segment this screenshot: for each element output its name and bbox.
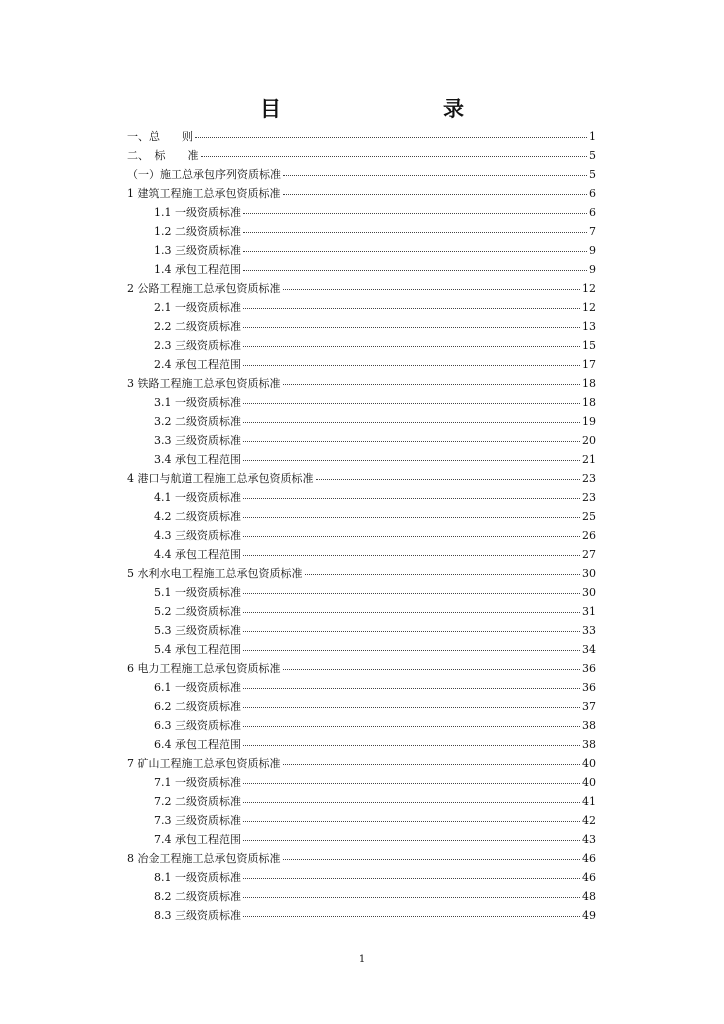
toc-entry-label: 2.4 承包工程范围 [154,358,241,371]
toc-entry-label: 3.3 三级资质标准 [154,434,241,447]
toc-entry[interactable] [127,203,596,222]
toc-entry[interactable] [127,412,596,431]
toc-entry-label: 7.3 三级资质标准 [154,814,241,827]
toc-entry-label: 2 公路工程施工总承包资质标准 [127,282,281,295]
toc-leader-dots [243,327,580,328]
toc-entry[interactable] [127,735,596,754]
toc-leader-dots [243,745,580,746]
toc-entry[interactable] [127,526,596,545]
toc-entry-label: 3.4 承包工程范围 [154,453,241,466]
toc-entry-page: 20 [582,434,596,447]
toc-leader-dots [243,441,580,442]
toc-entry-page: 12 [582,301,596,314]
toc-entry[interactable] [127,773,596,792]
toc-entry-page: 38 [582,719,596,732]
toc-entry[interactable] [127,640,596,659]
toc-entry-page: 30 [582,586,596,599]
toc-entry-label: 一、总 则 [127,130,193,143]
toc-entry-label: 8.2 二级资质标准 [154,890,241,903]
toc-entry[interactable] [127,697,596,716]
toc-leader-dots [283,764,581,765]
toc-entry-page: 40 [582,776,596,789]
toc-leader-dots [283,859,581,860]
toc-leader-dots [243,802,580,803]
toc-entry-label: 7.4 承包工程范围 [154,833,241,846]
toc-entry[interactable] [127,393,596,412]
toc-entry[interactable] [127,678,596,697]
toc-entry-label: 7.1 一级资质标准 [154,776,241,789]
toc-entry-page: 6 [589,206,596,219]
toc-entry-page: 1 [589,130,596,143]
toc-entry[interactable] [127,431,596,450]
toc-entry-label: 1 建筑工程施工总承包资质标准 [127,187,281,200]
toc-leader-dots [243,403,580,404]
toc-entry-page: 6 [589,187,596,200]
toc-leader-dots [201,156,588,157]
toc-entry[interactable] [127,184,596,203]
toc-entry-page: 33 [582,624,596,637]
toc-entry-page: 30 [582,567,596,580]
toc-entry-page: 19 [582,415,596,428]
toc-leader-dots [243,783,580,784]
toc-entry[interactable] [127,716,596,735]
toc-leader-dots [283,289,581,290]
toc-entry-page: 25 [582,510,596,523]
toc-leader-dots [243,593,580,594]
toc-entry-page: 13 [582,320,596,333]
toc-entry-page: 43 [582,833,596,846]
toc-leader-dots [243,821,580,822]
toc-entry-label: 6.1 一级资质标准 [154,681,241,694]
toc-entry-page: 26 [582,529,596,542]
toc-entry[interactable] [127,279,596,298]
toc-entry-page: 40 [582,757,596,770]
toc-leader-dots [243,707,580,708]
toc-leader-dots [316,479,581,480]
toc-entry[interactable] [127,488,596,507]
toc-entry-label: 4.4 承包工程范围 [154,548,241,561]
toc-entry[interactable] [127,602,596,621]
toc-entry-page: 17 [582,358,596,371]
toc-entry-label: 7.2 二级资质标准 [154,795,241,808]
toc-leader-dots [243,631,580,632]
toc-entry-label: 1.2 二级资质标准 [154,225,241,238]
toc-leader-dots [243,612,580,613]
toc-entry[interactable] [127,621,596,640]
toc-entry[interactable] [127,336,596,355]
toc-leader-dots [243,897,580,898]
toc-entry-label: 6.3 三级资质标准 [154,719,241,732]
toc-entry-page: 46 [582,871,596,884]
toc-leader-dots [243,422,580,423]
toc-entry[interactable] [127,222,596,241]
toc-entry[interactable] [127,583,596,602]
toc-entry-page: 36 [582,681,596,694]
toc-leader-dots [243,232,587,233]
toc-leader-dots [243,346,580,347]
toc-leader-dots [243,213,587,214]
toc-leader-dots [243,460,580,461]
toc-entry[interactable] [127,887,596,906]
toc-entry[interactable] [127,146,596,165]
toc-entry-page: 48 [582,890,596,903]
toc-entry-page: 7 [589,225,596,238]
toc-entry[interactable] [127,564,596,583]
toc-entry-label: 1.3 三级资质标准 [154,244,241,257]
toc-entry-label: 4.2 二级资质标准 [154,510,241,523]
toc-entry-label: 3.2 二级资质标准 [154,415,241,428]
toc-entry[interactable] [127,811,596,830]
toc-entry-page: 18 [582,377,596,390]
toc-entry-page: 42 [582,814,596,827]
toc-entry[interactable] [127,450,596,469]
toc-entry-page: 18 [582,396,596,409]
toc-entry-label: 8.3 三级资质标准 [154,909,241,922]
toc-entry[interactable] [127,754,596,773]
toc-entry-label: 6.4 承包工程范围 [154,738,241,751]
toc-entry-label: （一）施工总承包序列资质标准 [127,168,281,181]
toc-entry-label: 二、 标 准 [127,149,199,162]
toc-leader-dots [243,726,580,727]
toc-leader-dots [243,650,580,651]
toc-leader-dots [243,536,580,537]
toc-entry-label: 5 水利水电工程施工总承包资质标准 [127,567,303,580]
toc-entry-page: 37 [582,700,596,713]
toc-entry-page: 23 [582,491,596,504]
toc-entry[interactable] [127,830,596,849]
toc-leader-dots [283,384,581,385]
table-of-contents [127,127,596,925]
toc-entry-label: 3 铁路工程施工总承包资质标准 [127,377,281,390]
toc-entry-page: 9 [589,244,596,257]
toc-leader-dots [195,137,587,138]
toc-entry-label: 4.1 一级资质标准 [154,491,241,504]
toc-entry[interactable] [127,317,596,336]
toc-entry-label: 3.1 一级资质标准 [154,396,241,409]
toc-entry-page: 9 [589,263,596,276]
toc-entry[interactable] [127,127,596,146]
toc-entry-page: 36 [582,662,596,675]
toc-entry-page: 5 [589,168,596,181]
toc-leader-dots [243,840,580,841]
toc-entry-page: 12 [582,282,596,295]
toc-entry-label: 6 电力工程施工总承包资质标准 [127,662,281,675]
toc-entry[interactable] [127,792,596,811]
toc-entry[interactable] [127,165,596,184]
toc-entry-label: 8 冶金工程施工总承包资质标准 [127,852,281,865]
toc-leader-dots [243,308,580,309]
toc-entry-label: 2.2 二级资质标准 [154,320,241,333]
toc-entry-page: 15 [582,339,596,352]
toc-entry[interactable] [127,298,596,317]
toc-entry-page: 5 [589,149,596,162]
page-title: 目 录 [260,97,504,121]
toc-entry[interactable] [127,659,596,678]
toc-entry-page: 38 [582,738,596,751]
toc-entry-page: 34 [582,643,596,656]
toc-entry-label: 5.4 承包工程范围 [154,643,241,656]
toc-leader-dots [243,878,580,879]
toc-entry-page: 41 [582,795,596,808]
toc-entry-page: 23 [582,472,596,485]
toc-entry[interactable] [127,260,596,279]
toc-entry-label: 8.1 一级资质标准 [154,871,241,884]
toc-entry-label: 5.3 三级资质标准 [154,624,241,637]
toc-entry-page: 49 [582,909,596,922]
page-number: 1 [358,954,366,965]
toc-entry[interactable] [127,545,596,564]
toc-entry[interactable] [127,469,596,488]
toc-leader-dots [243,251,587,252]
toc-leader-dots [283,669,581,670]
toc-leader-dots [243,270,587,271]
toc-leader-dots [243,498,580,499]
toc-leader-dots [283,194,588,195]
toc-entry[interactable] [127,241,596,260]
toc-entry-label: 2.3 三级资质标准 [154,339,241,352]
toc-entry-page: 21 [582,453,596,466]
toc-leader-dots [243,688,580,689]
toc-entry-label: 7 矿山工程施工总承包资质标准 [127,757,281,770]
toc-entry-page: 27 [582,548,596,561]
toc-entry-label: 5.1 一级资质标准 [154,586,241,599]
toc-leader-dots [243,555,580,556]
toc-entry[interactable] [127,849,596,868]
toc-entry-label: 5.2 二级资质标准 [154,605,241,618]
toc-leader-dots [243,365,580,366]
toc-leader-dots [283,175,587,176]
toc-entry[interactable] [127,355,596,374]
toc-entry[interactable] [127,868,596,887]
toc-entry[interactable] [127,906,596,925]
toc-entry-label: 6.2 二级资质标准 [154,700,241,713]
toc-entry-label: 4.3 三级资质标准 [154,529,241,542]
toc-entry-page: 46 [582,852,596,865]
toc-entry-label: 1.1 一级资质标准 [154,206,241,219]
toc-entry[interactable] [127,374,596,393]
toc-entry-page: 31 [582,605,596,618]
toc-leader-dots [305,574,581,575]
toc-entry[interactable] [127,507,596,526]
toc-leader-dots [243,517,580,518]
toc-entry-label: 1.4 承包工程范围 [154,263,241,276]
toc-entry-label: 2.1 一级资质标准 [154,301,241,314]
toc-leader-dots [243,916,580,917]
toc-entry-label: 4 港口与航道工程施工总承包资质标准 [127,472,314,485]
